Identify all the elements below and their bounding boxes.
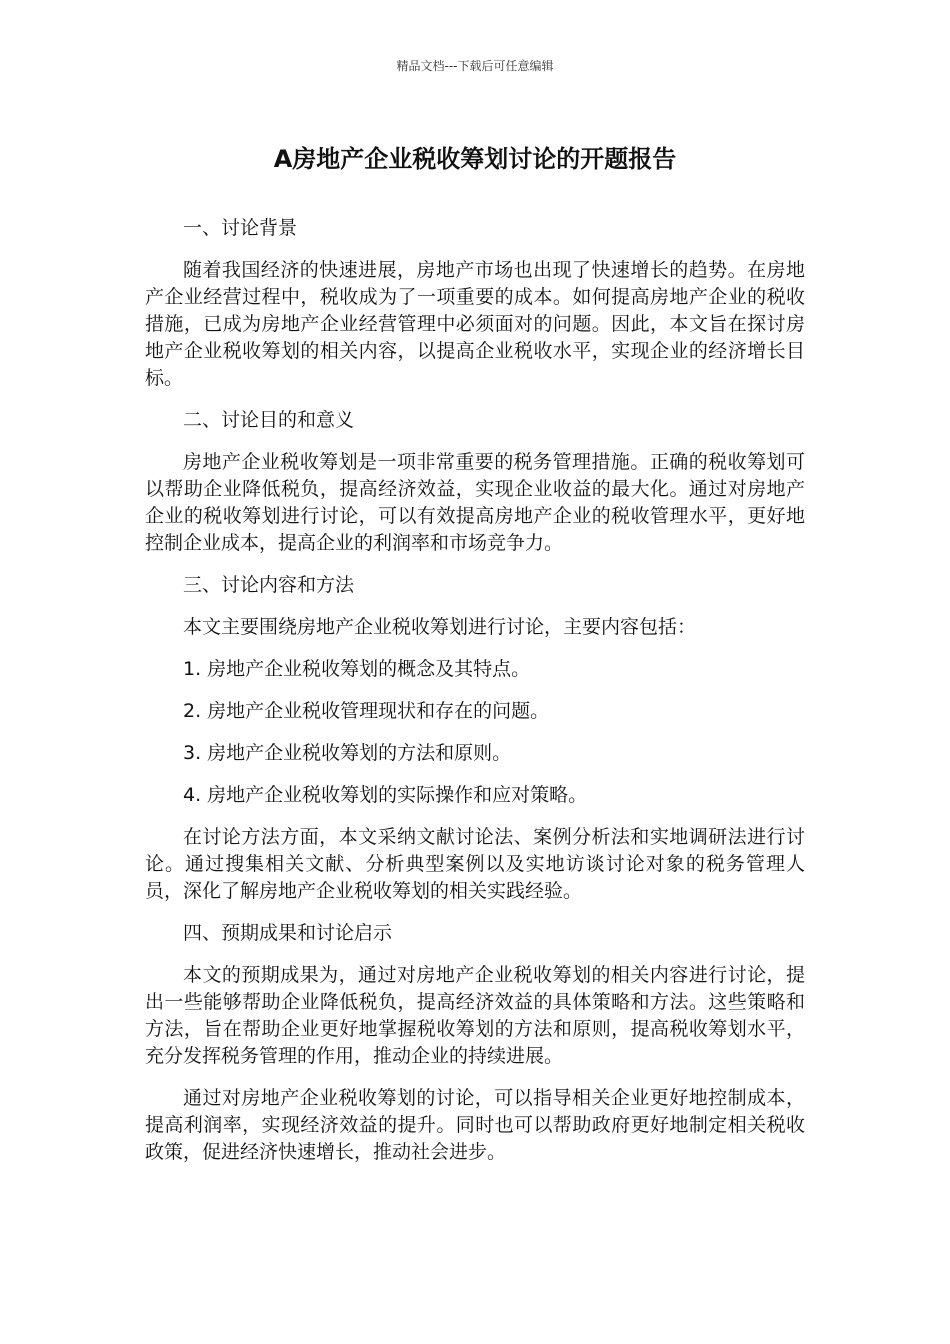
section-2-body: 房地产企业税收筹划是一项非常重要的税务管理措施。正确的税收筹划可以帮助企业降低税负，提高经济效益，实现企业收益的最大化。通过对房地产企业的税收筹划进行讨论，可以有效提高房地产企业的税收管理水平，更好地控制企业成本，提高企业的利润率和市场竞争力。 xyxy=(145,451,805,554)
section-3-heading: 三、讨论内容和方法 xyxy=(183,574,355,596)
list-item: 1. 房地产企业税收筹划的概念及其特点。 xyxy=(183,658,531,680)
section-1-body: 随着我国经济的快速进展，房地产市场也出现了快速增长的趋势。在房地产企业经营过程中，税收成为了一项重要的成本。如何提高房地产企业的税收措施，已成为房地产企业经营管理中必须面对的问题。因此，本文旨在探讨房地产企业税收筹划的相关内容，以提高企业税收水平，实现企业的经济增长目标。 xyxy=(145,259,805,389)
section-2-heading: 二、讨论目的和意义 xyxy=(183,409,355,431)
list-item: 4. 房地产企业税收筹划的实际操作和应对策略。 xyxy=(183,784,588,806)
section-4-heading: 四、预期成果和讨论启示 xyxy=(183,922,393,944)
document-body xyxy=(145,215,805,1181)
document-title: A房地产企业税收筹划讨论的开题报告 xyxy=(273,145,677,173)
section-1-heading: 一、讨论背景 xyxy=(183,217,298,239)
section-4-body-1: 本文的预期成果为，通过对房地产企业税收筹划的相关内容进行讨论，提出一些能够帮助企业降低税负，提高经济效益的具体策略和方法。这些策略和方法，旨在帮助企业更好地掌握税收筹划的方法和原则，提高税收筹划水平，充分发挥税务管理的作用，推动企业的持续进展。 xyxy=(145,964,805,1067)
page-header: 精品文档---下载后可任意编辑 xyxy=(396,59,554,73)
section-4-body-2: 通过对房地产企业税收筹划的讨论，可以指导相关企业更好地控制成本，提高利润率，实现经济效益的提升。同时也可以帮助政府更好地制定相关税收政策，促进经济快速增长，推动社会进步。 xyxy=(145,1087,805,1163)
section-3-intro: 本文主要围绕房地产企业税收筹划进行讨论，主要内容包括： xyxy=(183,616,697,638)
list-item: 2. 房地产企业税收管理现状和存在的问题。 xyxy=(183,700,550,722)
list-item: 3. 房地产企业税收筹划的方法和原则。 xyxy=(183,742,512,764)
section-3-method: 在讨论方法方面，本文采纳文献讨论法、案例分析法和实地调研法进行讨论。通过搜集相关文献、分析典型案例以及实地访谈讨论对象的税务管理人员，深化了解房地产企业税收筹划的相关实践经验。 xyxy=(145,826,805,902)
